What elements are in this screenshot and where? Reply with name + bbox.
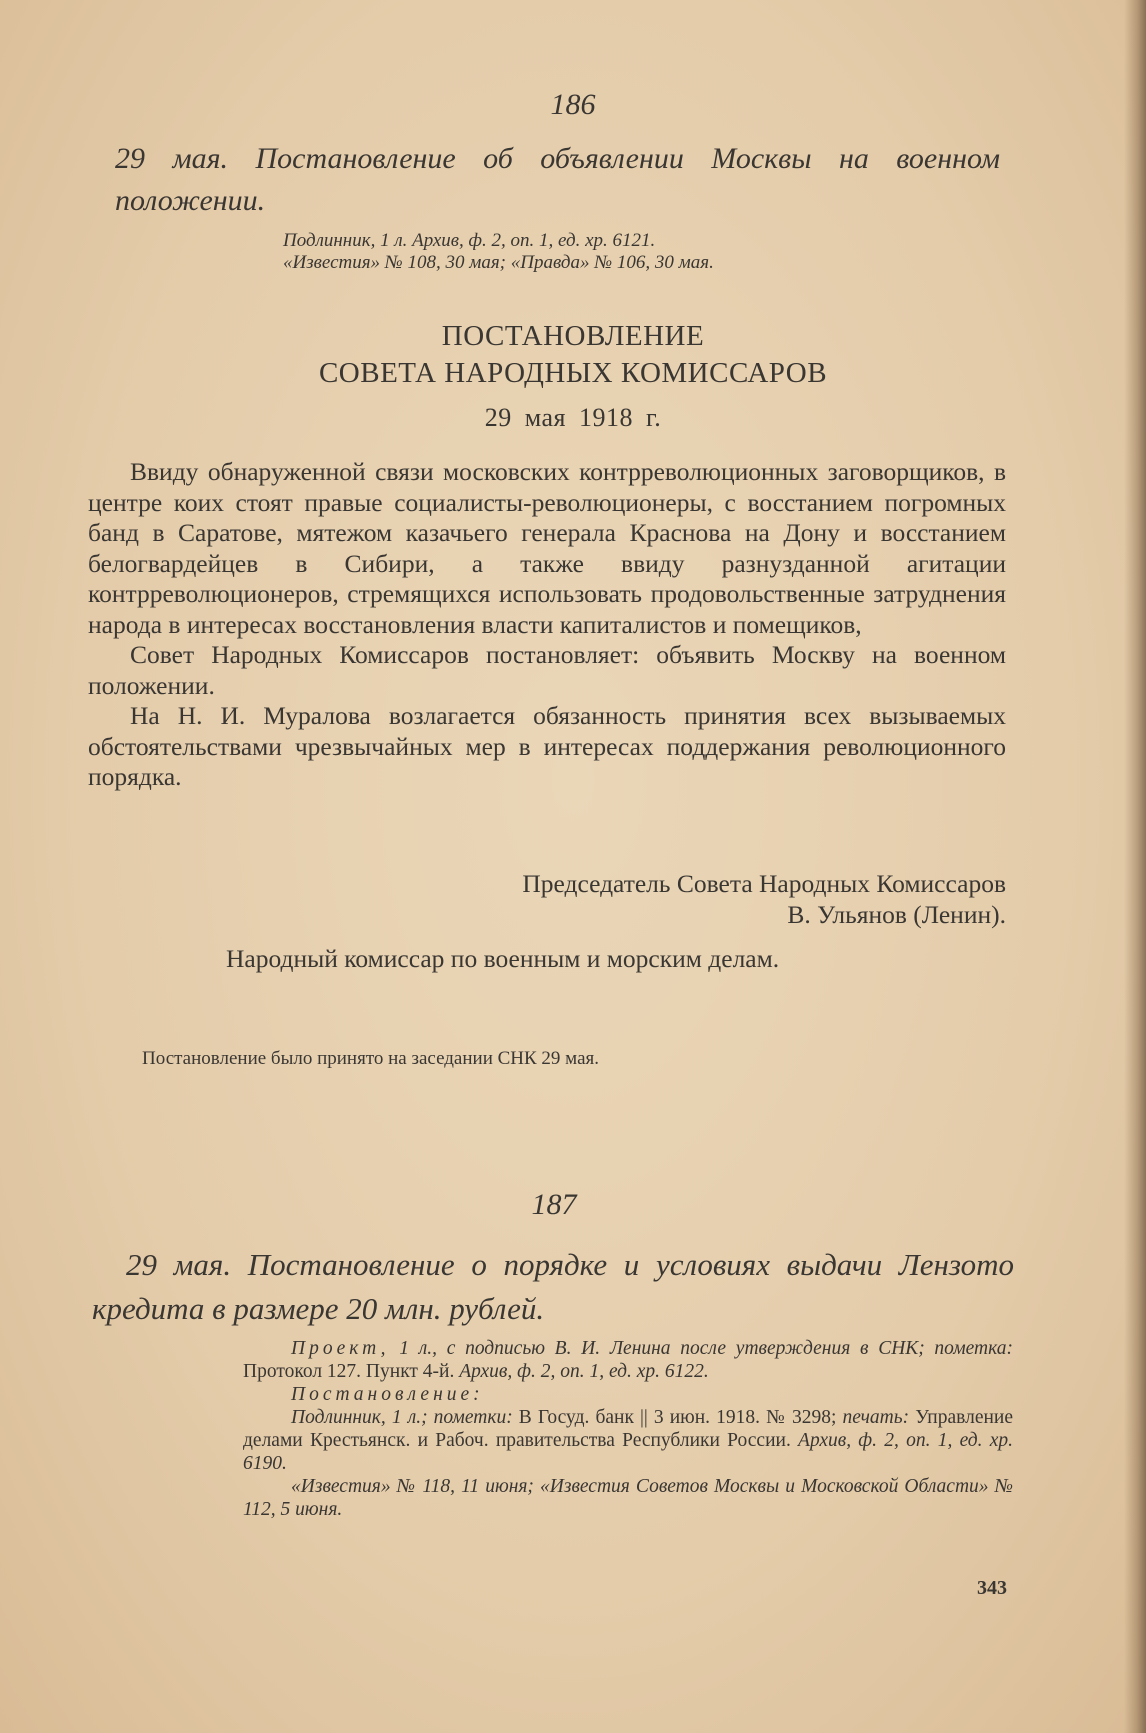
- decree-date: 29 мая 1918 г.: [484, 403, 662, 432]
- document-186-heading: 29 мая. Постановление об объявлении Москвы на военном положении.: [115, 142, 1000, 217]
- document-187-sources: [243, 1337, 1013, 1521]
- seal-tail: Архив, ф. 2, оп. 1, ед. хр. 6190.: [243, 1430, 1013, 1474]
- proekt-text: 1 л., с подписью В. И. Ленина после утверждения в СНК; пометка:: [389, 1338, 1013, 1359]
- document-186-footnote: Постановление было принято на заседании СНК 29 мая.: [142, 1048, 600, 1069]
- document-187-izvestia: «Известия» № 118, 11 июня; «Известия Советов Москвы и Московской Области» № 112, 5 июня.: [243, 1476, 1013, 1520]
- document-187-post-label: [243, 1383, 1013, 1406]
- page-number: 343: [977, 1577, 1007, 1599]
- document-186-sources: [283, 230, 923, 274]
- proekt-plain: Протокол 127. Пункт 4-й.: [243, 1361, 455, 1382]
- document-186-source-line2: «Известия» № 108, 30 мая; «Правда» № 106, 30 мая.: [283, 252, 714, 273]
- document-number-187: 187: [531, 1188, 577, 1221]
- document-187-heading: 29 мая. Постановление о порядке и условиях выдачи Лензото кредита в размере 20 млн. рублей.: [92, 1247, 1014, 1326]
- proekt-label: Проект,: [291, 1338, 390, 1359]
- decree-title-line2: СОВЕТА НАРОДНЫХ КОМИССАРОВ: [318, 357, 828, 389]
- document-number-186: 186: [550, 88, 596, 121]
- decree-paragraph-2: Совет Народных Комиссаров постановляет: объявить Москву на военном положении.: [88, 640, 1006, 700]
- decree-signature: [300, 868, 1006, 930]
- decree-body: [88, 457, 1006, 793]
- decree-paragraph-3: На Н. И. Муралова возлагается обязанность принятия всех вызываемых обстоятельствами чрезвычайных мер в интересах поддержания революционного порядка.: [88, 701, 1006, 791]
- seal-italic: печать:: [842, 1407, 916, 1428]
- signature-title: Председатель Совета Народных Комиссаров: [522, 869, 1006, 898]
- decree-title-line1: ПОСТАНОВЛЕНИЕ: [441, 320, 705, 352]
- proekt-tail: Архив, ф. 2, оп. 1, ед. хр. 6122.: [454, 1361, 709, 1382]
- page-binding-shadow: [1124, 0, 1146, 1733]
- document-186-source-line1: Подлинник, 1 л. Архив, ф. 2, оп. 1, ед. хр. 6121.: [283, 230, 656, 251]
- seal-plain: Управление делами Крестьянск. и Рабоч. правительства Республики России.: [243, 1407, 1013, 1451]
- document-187-proekt: [243, 1337, 1013, 1383]
- commissar-line: Народный комиссар по военным и морским делам.: [226, 944, 780, 973]
- document-186-footnote-block: [142, 1048, 842, 1070]
- document-187-header: [92, 1243, 1014, 1331]
- post-label: Постановление:: [291, 1384, 484, 1405]
- commissar-line-block: [226, 943, 986, 974]
- decree-paragraph-1: Ввиду обнаруженной связи московских контрреволюционных заговорщиков, в центре коих стоят правые социалисты-революционеры, с восстанием погромных банд в Саратове, мятежом казачьего генерала Краснова на Дону и восстанием белогвардейцев в Сибири, а также ввиду разнузданной агитации контрреволюционеров, стремящихся использовать продовольственные затруднения народа в интересах восстановления власти капиталистов и помещиков,: [88, 457, 1006, 639]
- orig-italic: Подлинник, 1 л.; пометки:: [291, 1407, 519, 1428]
- document-186-header: [115, 138, 1000, 222]
- orig-plain: В Госуд. банк || 3 июн. 1918. № 3298;: [518, 1407, 837, 1428]
- signature-name: В. Ульянов (Ленин).: [787, 900, 1006, 929]
- document-187-original: [243, 1406, 1013, 1475]
